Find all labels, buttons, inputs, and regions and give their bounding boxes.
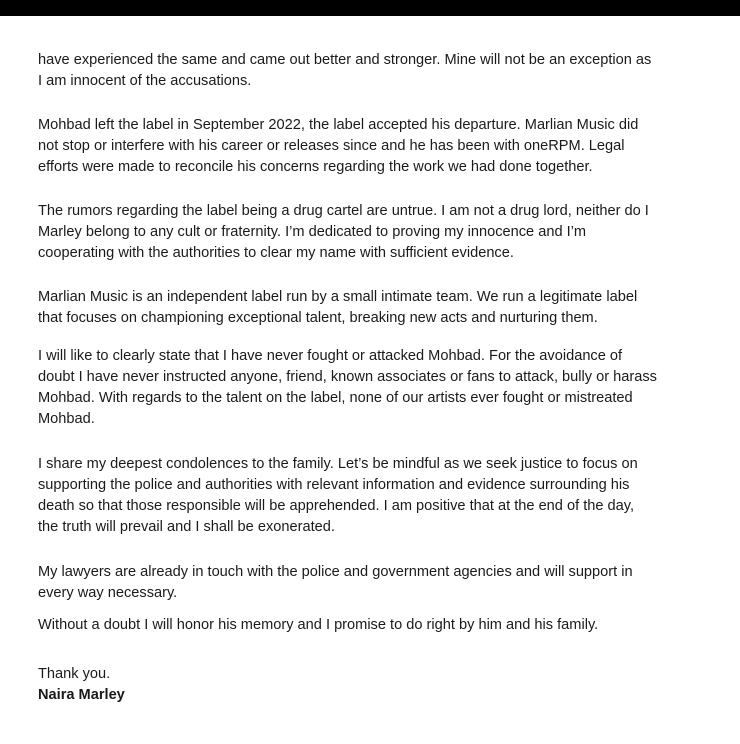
paragraph-line: not stop or interfere with his career or releases since and he has been with oneRPM. Legal: [38, 138, 625, 154]
paragraph-8: [38, 615, 718, 636]
paragraph-line: every way necessary.: [38, 585, 178, 601]
paragraph-line: The rumors regarding the label being a drug cartel are untrue. I am not a drug lord, neither do I: [38, 203, 649, 219]
paragraph-line: death so that those responsible will be apprehended. I am positive that at the end of the day,: [38, 498, 635, 514]
signature: Naira Marley: [38, 687, 125, 703]
paragraph-line: Mohbad.: [38, 411, 95, 427]
paragraph-line: cooperating with the authorities to clear my name with sufficient evidence.: [38, 245, 514, 261]
paragraph-line: the truth will prevail and I shall be exonerated.: [38, 519, 335, 535]
paragraph-line: Marlian Music is an independent label run by a small intimate team. We run a legitimate label: [38, 289, 638, 305]
paragraph-line: Mohbad left the label in September 2022, the label accepted his departure. Marlian Music did: [38, 117, 639, 133]
paragraph-line: supporting the police and authorities with relevant information and evidence surrounding his: [38, 477, 630, 493]
paragraph-line: that focuses on championing exceptional talent, breaking new acts and nurturing them.: [38, 310, 598, 326]
paragraph-line: doubt I have never instructed anyone, friend, known associates or fans to attack, bully or harass: [38, 369, 657, 385]
paragraph-line: Mohbad. With regards to the talent on the label, none of our artists ever fought or mistreated: [38, 390, 633, 406]
paragraph-line: I am innocent of the accusations.: [38, 73, 252, 89]
paragraph-line: Marley belong to any cult or fraternity. I’m dedicated to proving my innocence and I’m: [38, 224, 587, 240]
paragraph-line: I will like to clearly state that I have never fought or attacked Mohbad. For the avoidance of: [38, 348, 623, 364]
closing-text: Thank you.: [38, 666, 111, 682]
paragraph-1: [38, 50, 718, 92]
paragraph-line: efforts were made to reconcile his concerns regarding the work we had done together.: [38, 159, 593, 175]
paragraph-5: [38, 346, 718, 430]
closing: [38, 664, 718, 706]
paragraph-7: [38, 562, 718, 604]
paragraph-line: Without a doubt I will honor his memory and I promise to do right by him and his family.: [38, 617, 599, 633]
paragraph-3: [38, 201, 718, 264]
paragraph-line: My lawyers are already in touch with the police and government agencies and will support in: [38, 564, 633, 580]
paragraph-6: [38, 454, 718, 538]
paragraph-4: [38, 287, 718, 329]
paragraph-2: [38, 115, 718, 178]
paragraph-line: I share my deepest condolences to the family. Let’s be mindful as we seek justice to focus on: [38, 456, 638, 472]
paragraph-line: have experienced the same and came out better and stronger. Mine will not be an exception as: [38, 52, 652, 68]
